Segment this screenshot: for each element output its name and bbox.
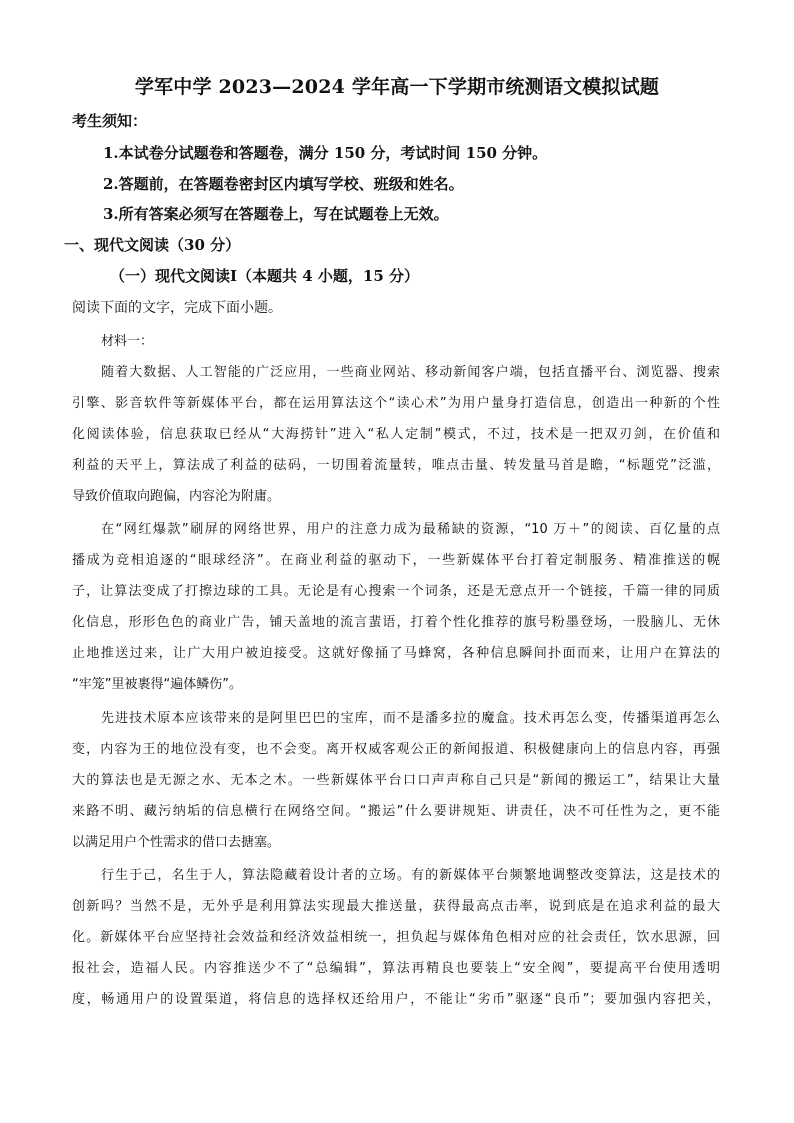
- paragraph-3-line-5: 以满足用户个性需求的借口去搪塞。: [72, 835, 281, 850]
- paragraph-1-line-1: 随着大数据、人工智能的广泛应用，一些商业网站、移动新闻客户端，包括直播平台、浏览器、搜索: [101, 365, 720, 380]
- paragraph-1-line-4: 利益的天平上，算法成了利益的砝码，一切围着流量转，唯点击量、转发量马首是瞻，“标题党”泛滥，: [72, 458, 720, 473]
- paragraph-2-line-4: 化信息，形形色色的商业广告，铺天盖地的流言蜚语，打着个性化推荐的旗号粉墨登场，一股脑儿、无休: [72, 615, 720, 630]
- notice-heading: 考生须知：: [72, 112, 148, 130]
- paragraph-1-line-3: 化阅读体验，信息获取已经从“大海捞针”进入“私人定制”模式，不过，技术是一把双刃剑，在价值和: [72, 427, 720, 442]
- reading-instruction: 阅读下面的文字，完成下面小题。: [72, 300, 282, 316]
- paragraph-2-line-6: “牢笼”里被裹得“遍体鳞伤”。: [72, 677, 242, 692]
- paragraph-2-line-3: 子，让算法变成了打擦边球的工具。无论是有心搜索一个词条，还是无意点开一个链接，千篇一律的同质: [72, 584, 720, 599]
- paragraph-3-line-4: 来路不明、藏污纳垢的信息横行在网络空间。“搬运”什么要讲规矩、讲责任，决不可任性为之，更不能: [72, 804, 720, 819]
- page-title: 学军中学 2023—2024 学年高一下学期市统测语文模拟试题: [134, 76, 660, 98]
- subsection-heading: （一）现代文阅读Ⅰ（本题共 4 小题，15 分）: [110, 267, 419, 285]
- paragraph-2-line-1: 在“网红爆款”刷屏的网络世界，用户的注意力成为最稀缺的资源，“10 万＋”的阅读、百亿量的点: [101, 522, 720, 537]
- material-label: 材料一：: [101, 334, 154, 349]
- paragraph-4-line-2: 创新吗？当然不是，无外乎是利用算法实现最大推送量，获得最高点击率，说到底是在追求利益的最大: [72, 899, 720, 914]
- paragraph-4-line-3: 化。新媒体平台应坚持社会效益和经济效益相统一，担负起与媒体角色相对应的社会责任，饮水思源，回: [72, 930, 720, 945]
- paragraph-4-line-5: 度，畅通用户的设置渠道，将信息的选择权还给用户，不能让“劣币”驱逐“良币”；要加强内容把关，: [72, 992, 720, 1007]
- notice-item-3: 3.所有答案必须写在答题卷上，写在试题卷上无效。: [103, 205, 449, 223]
- paragraph-3-line-3: 大的算法也是无源之水、无本之木。一些新媒体平台口口声声称自己只是“新闻的搬运工”，结果让大量: [72, 773, 720, 788]
- paragraph-3-line-1: 先进技术原本应该带来的是阿里巴巴的宝库，而不是潘多拉的魔盒。技术再怎么变，传播渠道再怎么: [101, 711, 720, 726]
- paragraph-3-line-2: 变，内容为王的地位没有变，也不会变。离开权威客观公正的新闻报道、积极健康向上的信息内容，再强: [72, 742, 720, 757]
- notice-item-1: 1.本试卷分试题卷和答题卷，满分 150 分，考试时间 150 分钟。: [103, 144, 548, 162]
- paragraph-1-line-2: 引擎、影音软件等新媒体平台，都在运用算法这个“读心术”为用户量身打造信息，创造出一种新的个性: [72, 396, 720, 411]
- section-heading: 一、现代文阅读（30 分）: [64, 236, 241, 254]
- paragraph-1-line-5: 导致价值取向跑偏，内容沦为附庸。: [72, 489, 281, 504]
- paragraph-2-line-5: 止地推送过来，让广大用户被迫接受。这就好像捅了马蜂窝，各种信息瞬间扑面而来，让用户在算法的: [72, 646, 720, 661]
- paragraph-4-line-4: 报社会，造福人民。内容推送少不了“总编辑”，算法再精良也要装上“安全阀”，要提高平台使用透明: [72, 961, 720, 976]
- paragraph-4-line-1: 行生于己，名生于人，算法隐藏着设计者的立场。有的新媒体平台频繁地调整改变算法，这是技术的: [101, 868, 720, 883]
- notice-item-2: 2.答题前，在答题卷密封区内填写学校、班级和姓名。: [103, 175, 464, 193]
- paragraph-2-line-2: 播成为竞相追逐的“眼球经济”。在商业利益的驱动下，一些新媒体平台打着定制服务、精准推送的幌: [72, 553, 720, 568]
